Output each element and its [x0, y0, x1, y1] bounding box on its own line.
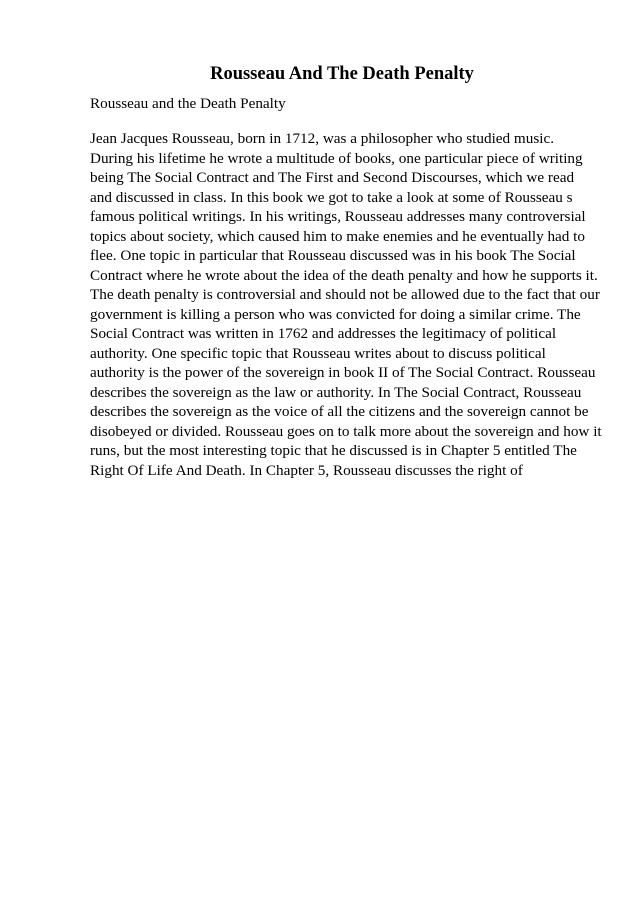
document-subtitle: Rousseau and the Death Penalty: [90, 95, 286, 112]
text-line: runs, but the most interesting topic that he discussed is in Chapter 5 entitled The: [90, 442, 577, 459]
text-line: Social Contract was written in 1762 and addresses the legitimacy of political: [90, 325, 557, 342]
text-line: being The Social Contract and The First and Second Discourses, which we read: [90, 169, 575, 186]
text-line: flee. One topic in particular that Rousseau discussed was in his book The Social: [90, 247, 576, 264]
document-title: Rousseau And The Death Penalty: [210, 64, 474, 84]
text-line: Jean Jacques Rousseau, born in 1712, was a philosopher who studied music.: [90, 130, 554, 147]
text-line: During his lifetime he wrote a multitude of books, one particular piece of writing: [90, 149, 583, 167]
text-line: government is killing a person who was convicted for doing a similar crime. The: [90, 305, 581, 323]
body-paragraph: [90, 129, 602, 480]
text-line: The death penalty is controversial and should not be allowed due to the fact that our: [90, 286, 600, 303]
text-line: describes the sovereign as the voice of all the citizens and the sovereign cannot be: [90, 403, 589, 420]
text-line: famous political writings. In his writings, Rousseau addresses many controversial: [90, 208, 586, 225]
text-line: authority. One specific topic that Rousseau writes about to discuss political: [90, 344, 546, 362]
text-line: describes the sovereign as the law or authority. In The Social Contract, Rousseau: [90, 383, 582, 401]
text-line: topics about society, which caused him to make enemies and he eventually had to: [90, 227, 585, 245]
text-line: Contract where he wrote about the idea of the death penalty and how he supports it.: [90, 266, 598, 284]
text-line: authority is the power of the sovereign in book II of The Social Contract. Rousseau: [90, 364, 596, 381]
text-line: and discussed in class. In this book we got to take a look at some of Rousseau s: [90, 188, 573, 206]
text-line: disobeyed or divided. Rousseau goes on to talk more about the sovereign and how it: [90, 422, 602, 440]
text-line: Right Of Life And Death. In Chapter 5, Rousseau discusses the right of: [90, 461, 523, 479]
